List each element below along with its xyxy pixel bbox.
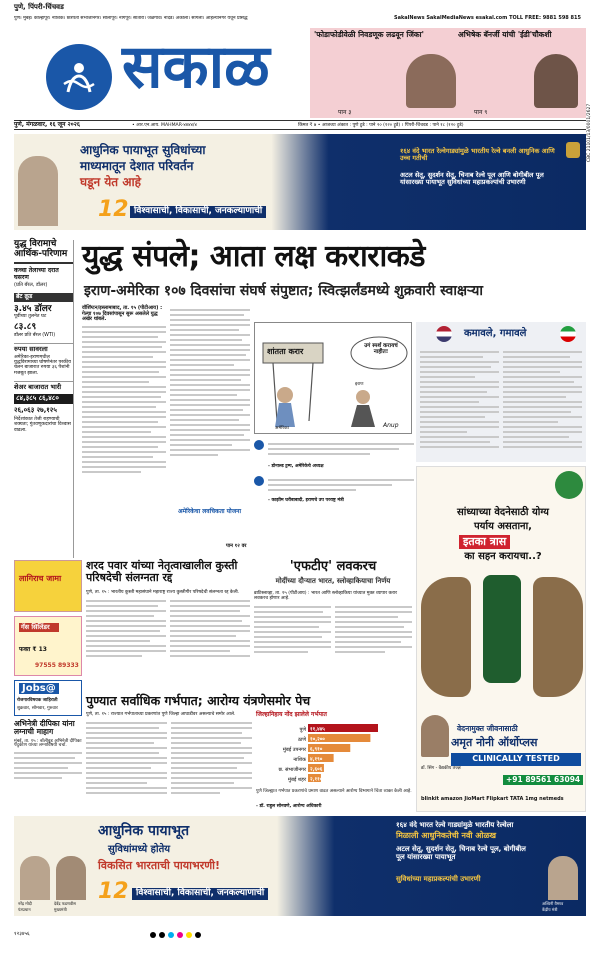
top-ad-line-1: आधुनिक पायाभूत सुविधांच्या: [80, 143, 206, 157]
chart-title: जिल्हानिहाय नोंद झालेले गर्भपात: [256, 711, 327, 718]
lead-intro: वॉशिंग्टन/इस्लामाबाद, ता. १५ (पीटीआय) : गेल्या १०७ दिवसांपासून सुरू असलेले युद्ध अखेर थांबले.: [82, 305, 163, 322]
chart-value-label: २,११०: [310, 776, 323, 783]
noni-hands-right: [533, 577, 583, 697]
chart-category-label: पुणे: [299, 727, 306, 733]
quote-trump-by: - डोनाल्ड ट्रम्प, अमेरिकेचे अध्यक्ष: [268, 464, 324, 469]
ad-1-title: लागिराच जामा: [19, 574, 62, 583]
edition-label: पुणे, पिंपरी-चिंचवड: [14, 3, 64, 11]
noni-question-1: सांध्याच्या वेदनेसाठी योग्य: [457, 507, 549, 518]
masthead: [14, 28, 586, 118]
quote-iran: [254, 476, 414, 506]
teaser-1[interactable]: 'फोडाफोडीवेळी निवडणूक लढवून जिंका': [314, 30, 424, 39]
gains-losses-title: कमावले, गमावले: [464, 328, 527, 339]
story4-body: [86, 712, 252, 812]
chart-value-label: १०,२००: [310, 736, 325, 743]
masthead-title: सकाळ: [122, 32, 270, 102]
top-ad-years: 12: [98, 197, 129, 222]
footer-marker: १२३४५६: [14, 931, 30, 937]
lead-body-text: [82, 326, 166, 473]
story2-headline[interactable]: शरद पवार यांच्या नेतृत्वाखालील कुस्ती परिषदेची संलग्नता रद्द: [86, 559, 238, 585]
quote-icon-2: [254, 476, 264, 486]
cartoonist-signature: Anup: [383, 422, 399, 429]
cartoon-bubble: उगं स्पर्श करायचं नाहीत!: [364, 343, 398, 356]
story3-subhead: मोदींच्या दौऱ्यात भारत, स्लोव्हाकियाचा निर्णय: [275, 577, 391, 586]
social-tollfree: TOLL FREE: 9881 598 815: [509, 15, 581, 21]
ad-2-price: फक्त ₹ 13: [19, 646, 47, 653]
chart-value-label: ६,९१०: [310, 746, 323, 753]
bottom-ad-caption-2b: मुख्यमंत्री: [54, 907, 67, 912]
noni-product: अमृत नोनी ऑर्थोप्लस: [451, 736, 538, 749]
price-pages: किंमत ₹ ७ • आजच्या अंकात : पुणे टुडे : पाने २० (१२० ट्रुडे) । पिंपरी-चिंचवड : पाने १८ (१२० ट्रुडे): [298, 122, 464, 128]
registration: • आर.एन.आय. MAHMAR-४४४४/४: [132, 122, 197, 128]
cartoon-drawing: [255, 323, 413, 435]
classified-ad-1[interactable]: [14, 560, 82, 612]
story4-headline[interactable]: पुण्यात सर्वाधिक गर्भपात; आरोग्य यंत्रणेसमोर पेच: [86, 693, 311, 708]
social-strip: [394, 15, 581, 21]
bottom-ad-right-4: सुविधांच्या महाप्रकल्पांची उभारणी: [396, 875, 481, 883]
brent-heading: ब्रेंट क्रूड: [14, 293, 73, 302]
bottom-govt-ad[interactable]: [14, 816, 586, 916]
us-flag-icon: [436, 326, 452, 342]
chart-plot: [256, 723, 412, 785]
bottom-ad-right-2: मिळाली आधुनिकतेची नवी ओळख: [396, 831, 497, 840]
noni-sellers: blinkit amazon JioMart Flipkart TATA 1mg netmeds: [421, 796, 564, 802]
chart-value-label: २,६०६: [310, 766, 323, 773]
gains-losses-box: [416, 322, 586, 462]
chart-footnote: पुणे जिल्ह्यात गर्भपात प्रकरणांचे प्रमाण वाढत असल्याने आरोग्य विभागाने चिंता व्यक्त केली आहे.: [256, 789, 412, 794]
chart-category-label: छ. संभाजीनगर: [278, 767, 306, 773]
editions-strip: पुणे। मुंबई। कोल्हापूर। नाशिक। छत्रपती संभाजीनगर। सोलापूर। नागपूर। सातारा। जळगाव। नांदेड। अकोला। सांगली। अहिल्यानगर येथून प्रसिद्ध: [14, 16, 248, 21]
sakal-emblem-icon: [58, 56, 100, 98]
top-ad-emblem-icon: [566, 142, 580, 158]
classified-ad-2[interactable]: [14, 616, 82, 676]
teaser-2-photo: [534, 54, 578, 108]
story3-headline[interactable]: 'एफटीए' लवकरच: [289, 559, 377, 574]
lead-subheadline: इराण-अमेरिका १०७ दिवसांचा संघर्ष संपुष्टात; स्वित्झर्लंडमध्ये शुक्रवारी स्वाक्षऱ्या: [84, 283, 484, 299]
noni-doctor-photo: [421, 715, 449, 757]
chart-value-label: ४,१९०: [310, 756, 323, 763]
ad-2-title: गॅस सिलिंडर: [19, 623, 59, 632]
cartoon-label-right: इराण: [355, 382, 364, 387]
top-ad-right-1: १६४ वंदे भारत रेल्वेगाड्यांमुळे भारतीय रेल्वे बनली आधुनिक आणि उच्च गतीची: [400, 147, 555, 163]
chart-category-label: ठाणे: [298, 737, 306, 743]
top-ad-portrait: [18, 156, 58, 226]
lead-body-col-1: [82, 306, 166, 542]
iran-flag-icon: [560, 326, 576, 342]
social-news[interactable]: SakalNews: [394, 15, 425, 21]
wti-value: ८३.८९: [14, 321, 37, 332]
nifty-value: २६,०६३ २७,१२५: [14, 405, 57, 414]
noni-ad[interactable]: [416, 466, 586, 812]
top-ad-right-2: अटल सेतू, सुदर्शन सेतू, चिनाब रेल्वे पूल आणि बोगीबील पूल यांसारख्या पायाभूत सुविधांच्या महाप्रकल्पांची उभारणी: [400, 171, 544, 187]
noni-phone[interactable]: +91 89561 63094: [503, 775, 583, 785]
sensex-heading: शेअर बाजारात भारी: [14, 381, 73, 391]
bottom-ad-portrait-1: [20, 856, 50, 900]
noni-doctor: डॉ. सिंग - वैद्यकीय तज्ज्ञ: [421, 766, 461, 771]
ad-2-phone[interactable]: 97555 89333: [35, 662, 79, 669]
social-media[interactable]: SakalMediaNews: [426, 15, 474, 21]
continued-marker[interactable]: पान १२ वर: [226, 543, 247, 549]
bottom-ad-line-1: आधुनिक पायाभूत: [98, 823, 190, 839]
bottom-ad-right-1: १६४ वंदे भारत रेल्वे गाड्यांमुळे भारतीय रेल्वेला: [396, 821, 514, 829]
editorial-cartoon[interactable]: [254, 322, 412, 434]
date: पुणे, मंगळवार, १६ जून २०२६: [14, 121, 81, 128]
noni-clinical: CLINICALLY TESTED: [451, 753, 581, 766]
noni-question-2: पर्याय असताना,: [474, 521, 532, 532]
wti-sub: डॉलर प्रति बॅरल (WTI): [14, 332, 56, 338]
quote-icon: [254, 440, 264, 450]
bottom-ad-caption-3b: केंद्रीय मंत्री: [542, 907, 558, 912]
sidebar-title: युद्ध विरामाचे आर्थिक-परिणाम: [14, 240, 73, 264]
top-ad-line-2: माध्यमातून देशात परिवर्तन: [80, 159, 194, 173]
story3-byline: ब्राटिस्लाव्हा, ता. १५ (पीटीआय) : भारत आणि स्लोव्हाकिया यांच्यात मुक्त व्यापार करार लवकरच होणार आहे.: [254, 590, 398, 602]
story2-byline: पुणे, ता. १५ : भारतीय कुस्ती महासंघाने महाराष्ट्र राज्य कुस्तीगीर परिषदेची संलग्नता रद्द केली.: [86, 590, 240, 596]
bottom-ad-line-2: सुविधांमध्ये होतेय: [108, 844, 171, 855]
noni-badge: वेदनामुक्त जीवनासाठी: [457, 724, 518, 733]
teaser-1-photo: [406, 54, 456, 108]
jobs-ad[interactable]: [14, 680, 82, 716]
quote-iran-by: - काझीम घरीबाबादी, इराणचे उप परराष्ट्र मंत्री: [268, 498, 344, 503]
market-outlook: निर्देशांकात तेजी राहण्याची शक्यता; गुंतवणूकदारांचा विश्वास वाढला.: [14, 417, 71, 433]
story5-headline[interactable]: अभिनेत्री दीपिका यांना लग्नाची माहाग: [14, 719, 75, 737]
bottom-ad-caption-3: अश्विनी वैष्णव: [542, 901, 564, 906]
top-ad-cbc: CBC 21101/13/0001/2627: [587, 103, 592, 162]
chart-category-label: मुंबई शहर: [288, 777, 306, 783]
lead-headline[interactable]: युद्ध संपले; आता लक्ष कराराकडे: [82, 239, 425, 274]
bottom-ad-portrait-3: [548, 856, 578, 900]
bottom-ad-portrait-2: [56, 856, 86, 900]
bottom-ad-caption-1b: पंतप्रधान: [18, 907, 31, 912]
teaser-2-page: पान ९: [474, 109, 488, 116]
econ-sidebar: [14, 240, 74, 558]
jobs-title: Jobs@: [19, 683, 59, 694]
story5-byline: मुंबई, ता. १५ : बॉलीवूड अभिनेत्री दीपिका पदुकोण यांच्या लग्नाविषयी चर्चा.: [14, 738, 82, 749]
rupee-heading: रुपया सावरला: [14, 343, 73, 353]
rupee-para: अमेरिका-इराणमधील युद्धविरामाच्या घोषणेनंतर परकीय चलन बाजारात रुपया ३६ पैशांनी मजबूत झाला.: [14, 354, 71, 376]
social-web[interactable]: esakal.com: [475, 15, 508, 21]
story5: [14, 720, 82, 808]
story3: [254, 560, 412, 690]
top-ad-line-3: घडून येत आहे: [80, 175, 141, 189]
cartoon-label-left: अमेरिका: [275, 426, 289, 431]
related-head[interactable]: अमेरिकेचा लवचिकता योजना: [178, 508, 242, 515]
bottom-ad-caption-1: नरेंद्र मोदी: [18, 901, 32, 906]
chart-category-label: नाशिक: [293, 757, 306, 763]
top-ad-tagline: विश्वासाची, विकासाची, जनकल्याणाची: [130, 206, 266, 218]
jobs-sub-2: शुक्रवार, सोमवार, गुरुवार: [17, 706, 58, 711]
jobs-sub: रोजगारविषयक जाहिराती: [17, 698, 58, 703]
brent-sub: पूर्वीच्या तुलनेत घट: [14, 314, 47, 320]
brent-value: ३.४५ डॉलर: [14, 303, 52, 314]
teaser-2[interactable]: अभिषेक बॅनर्जी यांची 'ईडी'चौकशी: [458, 30, 552, 39]
bottom-ad-tagline: विश्वासाची, विकासाची, जनकल्याणाची: [132, 888, 268, 900]
story4-byline: पुणे, ता. १५ : राज्यात गर्भपाताच्या प्रकरणांत पुणे जिल्हा आघाडीवर असल्याचे समोर आले.: [86, 712, 236, 717]
noni-highlight: इतका त्रास: [459, 535, 510, 549]
teaser-1-page: पान ३: [338, 109, 352, 116]
abortion-chart: [256, 712, 412, 788]
chart-category-label: मुंबई उपनगर: [282, 747, 306, 753]
bottom-ad-caption-2: देवेंद्र फडणवीस: [54, 901, 76, 906]
sensex-value: ८४,३८५ ८६,४८०: [14, 394, 73, 403]
chart-value-label: ११,४४५: [310, 726, 325, 733]
cartoon-sign: शांतता करार: [267, 347, 304, 356]
gains-losses-bullets: [420, 348, 582, 451]
lead-body-col-2: [170, 306, 250, 542]
dateline-bar: [14, 120, 586, 130]
bottom-ad-years: 12: [98, 879, 129, 904]
noni-question-3: का सहन करायचा..?: [464, 551, 542, 562]
bottom-ad-line-3: विकसित भारताची पायाभरणी!: [98, 859, 221, 872]
bottom-ad-right-3: अटल सेतू, सुदर्शन सेतू, चिनाब रेल्वे पूल, बोगीबील पूल यांसारख्या पायाभूत: [396, 845, 526, 861]
noni-bottle: [483, 575, 521, 683]
oil-heading: कच्चा तेलाच्या दरात घसरण: [14, 266, 59, 281]
masthead-logo-circle: [46, 44, 112, 110]
story2: [86, 560, 250, 690]
registration-marks: [150, 932, 201, 938]
noni-hands-left: [421, 577, 471, 697]
quote-trump: [254, 440, 414, 472]
chart-credit: - डॉ. राहुल सोनवणे, आरोग्य अधिकारी: [256, 804, 322, 809]
oil-sub: (प्रति बॅरल, डॉलर): [14, 282, 48, 289]
noni-sticker: [555, 471, 583, 499]
